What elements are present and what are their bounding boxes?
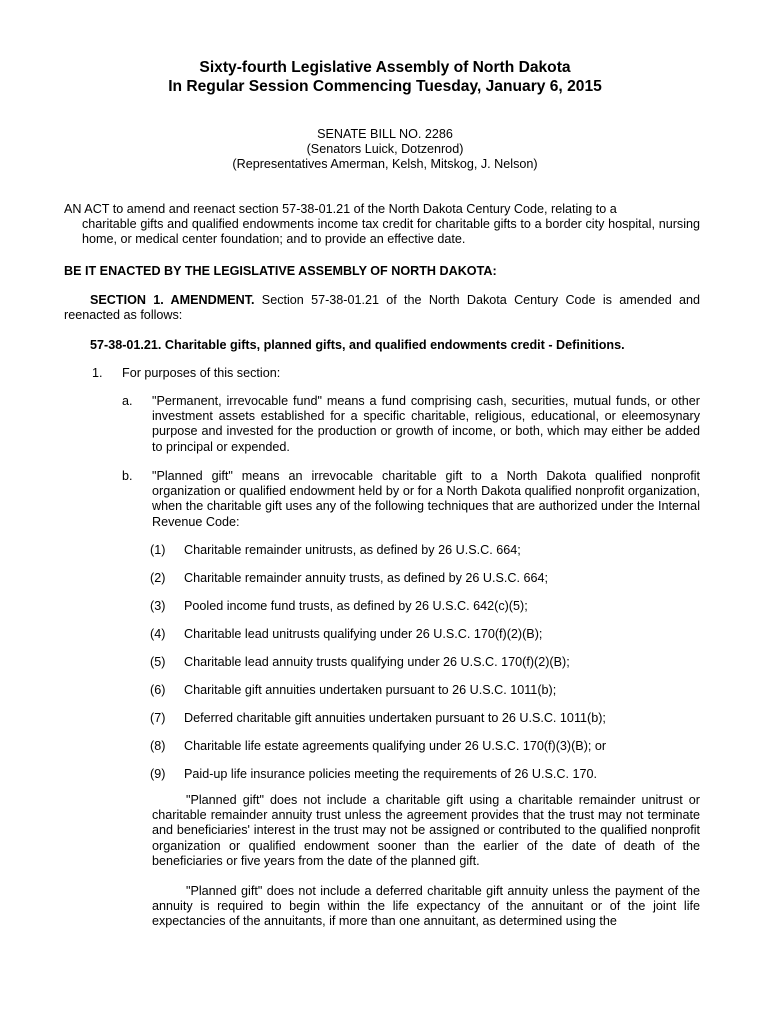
section-1-text: Section 57-38-01.21 of the North Dakota Century Code is amended and reenacted as follows: — [64, 293, 701, 323]
list-item-text: Charitable life estate agreements qualifying under 26 U.S.C. 170(f)(3)(B); or — [184, 739, 607, 753]
planned-gift-exclusion-2: "Planned gift" does not include a deferred charitable gift annuity unless the payment of the annuity is required to begin within the life expectancy of the annuitant or of the joint life expectancies of the annuitants, if more than one annuitant, as determined using the — [152, 884, 700, 929]
list-item-text: Charitable lead annuity trusts qualifying under 26 U.S.C. 170(f)(2)(B); — [184, 655, 570, 669]
list-item-number: (5) — [150, 655, 166, 669]
subsection-b-text: "Planned gift" means an irrevocable charitable gift to a North Dakota qualified nonprofit organization or qualified endowment held by or for a North Dakota qualified nonprofit organization, when the charitable gift uses any of the following techniques that are authorized under the Internal Revenue Code: — [152, 469, 700, 529]
definition-heading: 57-38-01.21. Charitable gifts, planned gifts, and qualified endowments credit - Definitions. — [90, 338, 625, 352]
act-first-line: AN ACT to amend and reenact section 57-38-01.21 of the North Dakota Century Code, relating to a — [64, 202, 617, 216]
list-item-number: (7) — [150, 711, 166, 725]
bill-representatives: (Representatives Amerman, Kelsh, Mitskog, J. Nelson) — [232, 157, 538, 172]
assembly-title: Sixty-fourth Legislative Assembly of North Dakota — [199, 59, 571, 76]
list-item-number: (1) — [150, 543, 166, 557]
bill-info — [0, 127, 770, 173]
list-item-number: (9) — [150, 767, 166, 781]
section-1-heading: SECTION 1. AMENDMENT. — [90, 293, 255, 307]
list-item-number: (3) — [150, 599, 166, 613]
list-item-text: Charitable remainder annuity trusts, as defined by 26 U.S.C. 664; — [184, 571, 549, 585]
enacting-clause: BE IT ENACTED BY THE LEGISLATIVE ASSEMBLY OF NORTH DAKOTA: — [64, 264, 497, 278]
list-item-text: Charitable remainder unitrusts, as defined by 26 U.S.C. 664; — [184, 543, 521, 557]
list-item-number: (4) — [150, 627, 166, 641]
list-item-text: Charitable gift annuities undertaken pursuant to 26 U.S.C. 1011(b); — [184, 683, 557, 697]
planned-gift-exclusion-1: "Planned gift" does not include a charitable gift using a charitable remainder unitrust or charitable remainder annuity trust unless the agreement provides that the trust may not terminate and beneficiaries' interest in the trust may not be assigned or contributed to the qualified nonprofit organization or qualified endowment sooner than the earlier of the date of death of the beneficiaries or five years from the date of the planned gift. — [152, 793, 700, 868]
list-item-number: (6) — [150, 683, 166, 697]
list-item-number: (8) — [150, 739, 166, 753]
list-item-text: Deferred charitable gift annuities undertaken pursuant to 26 U.S.C. 1011(b); — [184, 711, 606, 725]
item-1-number: 1. — [92, 366, 103, 380]
section-1 — [64, 293, 700, 323]
act-continuation: charitable gifts and qualified endowments income tax credit for charitable gifts to a border city hospital, nursing home, or medical center foundation; and to provide an effective date. — [82, 217, 700, 247]
bill-number: SENATE BILL NO. 2286 — [317, 127, 453, 141]
list-item-text: Charitable lead unitrusts qualifying under 26 U.S.C. 170(f)(2)(B); — [184, 627, 543, 641]
list-item-text: Pooled income fund trusts, as defined by 26 U.S.C. 642(c)(5); — [184, 599, 528, 613]
list-item-number: (2) — [150, 571, 166, 585]
subsection-b-label: b. — [122, 469, 133, 483]
list-item-text: Paid-up life insurance policies meeting the requirements of 26 U.S.C. 170. — [184, 767, 598, 781]
subsection-a-label: a. — [122, 394, 133, 408]
bill-senators: (Senators Luick, Dotzenrod) — [306, 142, 464, 157]
subsection-a-text: "Permanent, irrevocable fund" means a fund comprising cash, securities, mutual funds, or other investment assets established for a specific charitable, religious, educational, or eleemosynary purpose and invested for the production or growth of income, or both, which may either be added to principal or expended. — [152, 394, 700, 454]
item-1-text: For purposes of this section: — [122, 366, 281, 380]
act-description — [64, 202, 700, 248]
session-title: In Regular Session Commencing Tuesday, January 6, 2015 — [168, 78, 602, 95]
